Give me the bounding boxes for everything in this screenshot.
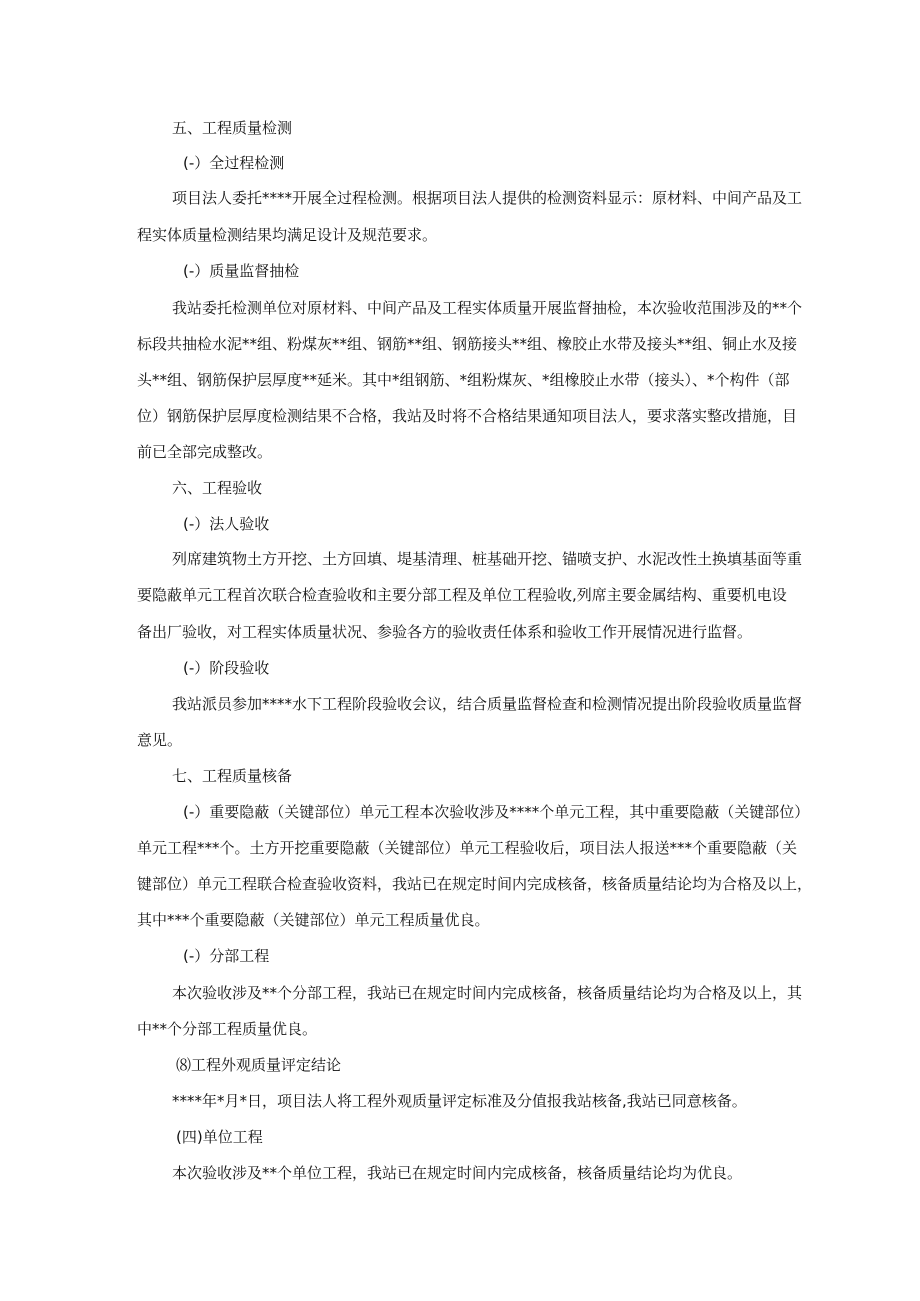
paragraph-line: (-）重要隐蔽（关键部位）单元工程本次验收涉及****个单元工程，其中重要隐蔽（关键部位） xyxy=(183,803,810,821)
section-7-sub-2: (-）分部工程 xyxy=(183,947,270,965)
section-6-heading: 六、工程验收 xyxy=(172,479,263,497)
paragraph-line: 中**个分部工程质量优良。 xyxy=(137,1020,318,1038)
section-5-sub-1: (-）全过程检测 xyxy=(183,154,285,172)
paragraph-line: 意见。 xyxy=(137,731,183,749)
paragraph-line: 本次验收涉及**个单位工程，我站已在规定时间内完成核备，核备质量结论均为优良。 xyxy=(172,1164,743,1182)
paragraph-line: 本次验收涉及**个分部工程，我站已在规定时间内完成核备，核备质量结论均为合格及以上，其 xyxy=(172,984,803,1002)
section-5-sub-2: (-）质量监督抽检 xyxy=(183,262,300,280)
section-7-heading: 七、工程质量核备 xyxy=(172,767,293,785)
paragraph-line: 前已全部完成整改。 xyxy=(137,443,273,461)
paragraph-line: 项目法人委托****开展全过程检测。根据项目法人提供的检测资料显示：原材料、中间产品及工 xyxy=(172,189,803,207)
paragraph-line: 其中***个重要隐蔽（关键部位）单元工程质量优良。 xyxy=(137,911,490,929)
paragraph-line: 备出厂验收，对工程实体质量状况、参验各方的验收责任体系和验收工作开展情况进行监督。 xyxy=(137,623,753,641)
paragraph-line: 我站派员参加****水下工程阶段验收会议，结合质量监督检查和检测情况提出阶段验收质量监督 xyxy=(172,695,803,713)
section-5-heading: 五、工程质量检测 xyxy=(172,119,293,137)
section-7-sub-4: (四)单位工程 xyxy=(176,1128,263,1146)
paragraph-line: 我站委托检测单位对原材料、中间产品及工程实体质量开展监督抽检，本次验收范围涉及的**个 xyxy=(172,299,803,317)
section-6-sub-2: (-）阶段验收 xyxy=(183,659,270,677)
section-7-sub-3: ⑻工程外观质量评定结论 xyxy=(176,1056,342,1074)
paragraph-line: 键部位）单元工程联合检查验收资料，我站已在规定时间内完成核备，核备质量结论均为合格及以上， xyxy=(137,875,813,893)
paragraph-line: 位）钢筋保护层厚度检测结果不合格，我站及时将不合格结果通知项目法人，要求落实整改措施，目 xyxy=(137,407,798,425)
paragraph-line: 标段共抽检水泥**组、粉煤灰**组、钢筋**组、钢筋接头**组、橡胶止水带及接头**组、铜止水及接 xyxy=(137,335,798,353)
paragraph-line: 要隐蔽单元工程首次联合检查验收和主要分部工程及单位工程验收,列席主要金属结构、重要机电设 xyxy=(137,586,787,604)
paragraph-line: 头**组、钢筋保护层厚度**延米。其中*组钢筋、*组粉煤灰、*组橡胶止水带（接头）、*个构件（部 xyxy=(137,371,790,389)
section-6-sub-1: (-）法人验收 xyxy=(183,515,270,533)
paragraph-line: 程实体质量检测结果均满足设计及规范要求。 xyxy=(137,226,438,244)
paragraph-line: 单元工程***个。土方开挖重要隐蔽（关键部位）单元工程验收后，项目法人报送***个重要隐蔽（关 xyxy=(137,839,798,857)
paragraph-line: ****年*月*日，项目法人将工程外观质量评定标准及分值报我站核备,我站已同意核备。 xyxy=(172,1092,747,1110)
paragraph-line: 列席建筑物土方开挖、土方回填、堤基清理、桩基础开挖、锚喷支护、水泥改性土换填基面等重 xyxy=(172,550,803,568)
